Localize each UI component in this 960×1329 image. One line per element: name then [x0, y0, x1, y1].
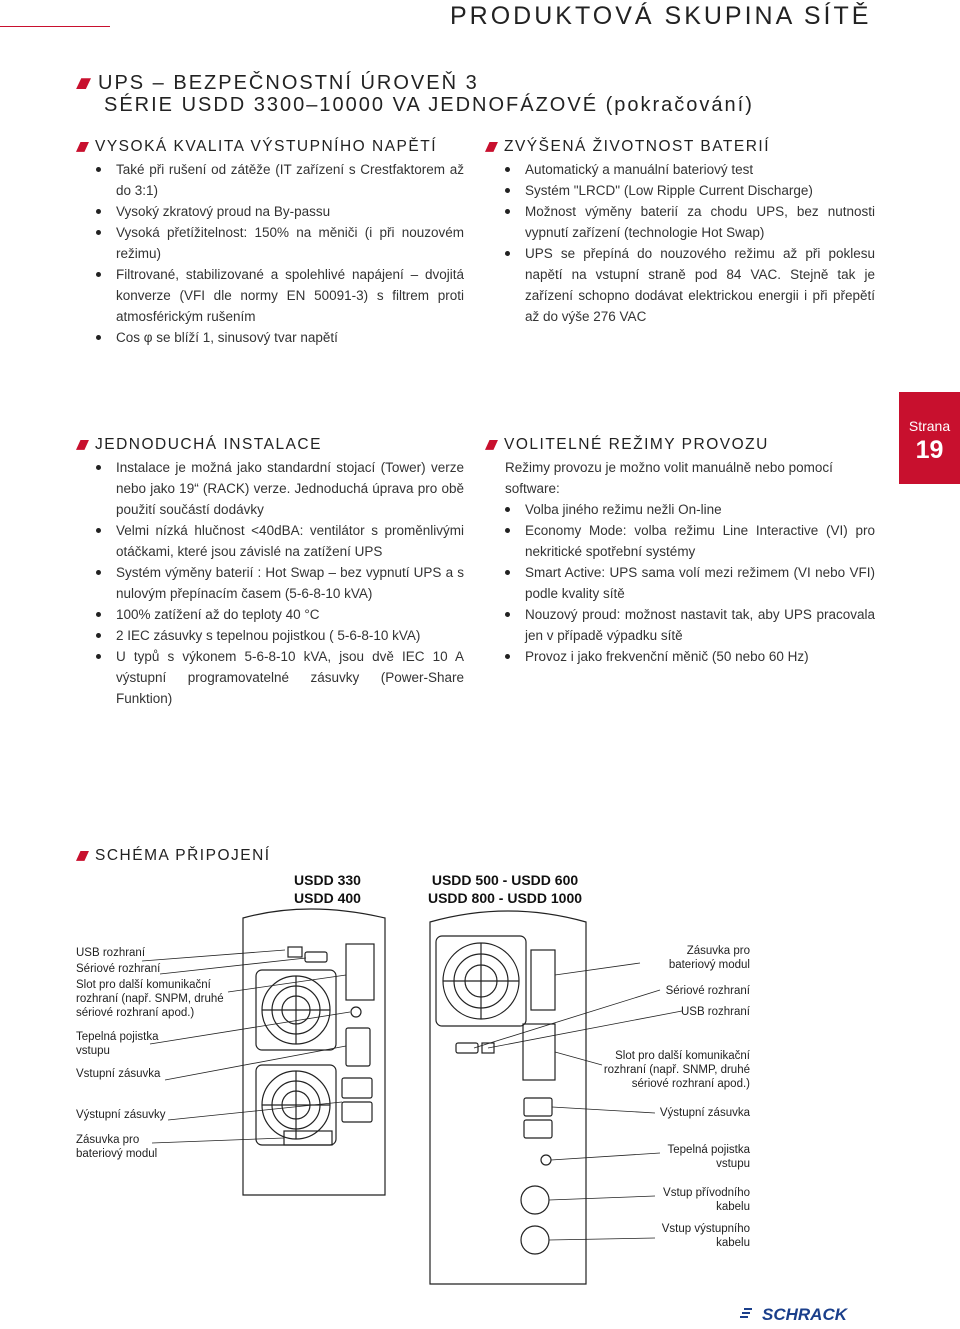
list-item: Automatický a manuální bateriový test — [525, 159, 875, 180]
list-item: Instalace je možná jako standardní stojací (Tower) verze nebo jako 19“ (RACK) verze. Jednoduchá úprava pro obě použití součástí dodávky — [116, 457, 464, 520]
list-item: Systém výměny baterií : Hot Swap – bez vypnutí UPS a s nulovým přepínacím časem (5-6-8-10 kVA) — [116, 562, 464, 604]
input-cable-gland-icon — [521, 1186, 549, 1214]
list-item: Možnost výměny baterií za chodu UPS, bez nutnosti vypnutí zařízení (technologie Hot Swap) — [525, 201, 875, 243]
section-title: JEDNODUCHÁ INSTALACE — [76, 435, 464, 455]
label-comm-slot: Slot pro další komunikační rozhraní (např. SNMP, druhé sériové rozhraní apod.) — [603, 1050, 750, 1090]
label-input-fuse: Tepelná pojistka vstupu — [76, 1031, 159, 1057]
list-item: Velmi nízká hlučnost <40dBA: ventilátor s proměnlivými otáčkami, které jsou závislé na zatížení UPS — [116, 520, 464, 562]
label-input-cable-entry: Vstup přívodního kabelu — [663, 1187, 750, 1213]
list-item: U typů s výkonem 5-6-8-10 kVA, jsou dvě IEC 10 A výstupní programovatelné zásuvky (Power-Share Funktion) — [116, 646, 464, 709]
title-line-1: UPS – BEZPEČNOSTNÍ ÚROVEŇ 3 — [98, 72, 479, 94]
output-cable-gland-icon — [521, 1226, 549, 1254]
label-usb-interface: USB rozhraní — [76, 947, 146, 959]
section-title: VYSOKÁ KVALITA VÝSTUPNÍHO NAPĚTÍ — [76, 137, 464, 157]
label-output-cable-entry: Vstup výstupního kabelu — [661, 1223, 750, 1249]
schrack-logo — [740, 1305, 872, 1323]
title-line-2: SÉRIE USDD 3300–10000 VA JEDNOFÁZOVÉ (pokračování) — [104, 94, 754, 116]
battery-connector-icon — [531, 950, 555, 1010]
model-label-left: USDD 330 USDD 400 — [294, 872, 361, 906]
output-socket-icon — [524, 1120, 552, 1138]
output-socket-icon — [342, 1102, 372, 1122]
logo-text: SCHRACK — [762, 1305, 847, 1323]
section-intro: Režimy provozu je možno volit manuálně nebo pomocí software: — [505, 460, 833, 496]
comm-slot-icon — [523, 1024, 555, 1080]
list-item: Provoz i jako frekvenční měnič (50 nebo 60 Hz) — [525, 646, 875, 667]
list-item: Také při rušení od zátěže (IT zařízení s Crestfaktorem až do 3:1) — [116, 159, 464, 201]
list-item: 2 IEC zásuvky s tepelnou pojistkou ( 5-6-8-10 kVA) — [116, 625, 464, 646]
input-socket-icon — [346, 1028, 370, 1066]
list-item: 100% zatížení až do teploty 40 °C — [116, 604, 464, 625]
fuse-icon — [351, 1007, 361, 1017]
serial-port-icon — [305, 952, 327, 962]
fuse-icon — [541, 1155, 551, 1165]
label-battery-module-socket: Zásuvka pro bateriový modul — [668, 945, 750, 971]
list-item: Filtrované, stabilizované a spolehlivé napájení – dvojitá konverze (VFI dle normy EN 50091-3) s filtrem proti atmosférickým rušením — [116, 264, 464, 327]
label-output-sockets: Výstupní zásuvky — [76, 1109, 166, 1121]
label-serial-interface: Sériové rozhraní — [665, 985, 750, 997]
list-item: Economy Mode: volba režimu Line Interactive (VI) pro nekritické spotřební systémy — [525, 520, 875, 562]
label-input-socket: Vstupní zásuvka — [76, 1068, 161, 1080]
label-battery-module-socket: Zásuvka pro bateriový modul — [76, 1134, 158, 1160]
list-item: Vysoký zkratový proud na By-passu — [116, 201, 464, 222]
list-item: UPS se přepíná do nouzového režimu až při poklesu napětí na vstupní straně pod 84 VAC. Stejně tak je zařízení schopno dodávat elektrickou energii i při přepětí až do výše 276 VAC — [525, 243, 875, 327]
page-label: Strana — [908, 418, 951, 434]
section-title: ZVÝŠENÁ ŽIVOTNOST BATERIÍ — [485, 137, 875, 157]
page-number: 19 — [915, 436, 944, 464]
output-socket-icon — [342, 1078, 372, 1098]
label-usb-interface: USB rozhraní — [680, 1006, 750, 1018]
battery-connector-icon — [284, 1131, 332, 1145]
section-title: VOLITELNÉ REŽIMY PROVOZU — [485, 435, 875, 455]
list-item: Smart Active: UPS sama volí mezi režimem (VI nebo VFI) podle kvality sítě — [525, 562, 875, 604]
label-input-fuse: Tepelná pojistka vstupu — [667, 1144, 750, 1170]
list-item: Systém "LRCD" (Low Ripple Current Discharge) — [525, 180, 875, 201]
ups-large-rear-panel — [430, 911, 586, 1284]
section-title: SCHÉMA PŘIPOJENÍ — [76, 846, 376, 866]
list-item: Vysoká přetížitelnost: 150% na měniči (i při nouzovém režimu) — [116, 222, 464, 264]
list-item: Cos φ se blíží 1, sinusový tvar napětí — [116, 327, 464, 348]
group-title: PRODUKTOVÁ SKUPINA SÍTĚ — [450, 2, 872, 30]
label-serial-interface: Sériové rozhraní — [76, 963, 161, 975]
list-item: Nouzový proud: možnost nastavit tak, aby UPS pracovala jen v případě výpadku sítě — [525, 604, 875, 646]
usb-port-icon — [288, 947, 302, 957]
model-label-right: USDD 500 - USDD 600 USDD 800 - USDD 1000 — [427, 872, 583, 906]
list-item: Volba jiného režimu nežli On-line — [525, 499, 875, 520]
comm-slot-icon — [346, 944, 374, 1000]
label-comm-slot: Slot pro další komunikační rozhraní (např. SNPM, druhé sériové rozhraní apod.) — [76, 979, 224, 1019]
label-output-socket: Výstupní zásuvka — [659, 1107, 750, 1119]
output-socket-icon — [524, 1098, 552, 1116]
